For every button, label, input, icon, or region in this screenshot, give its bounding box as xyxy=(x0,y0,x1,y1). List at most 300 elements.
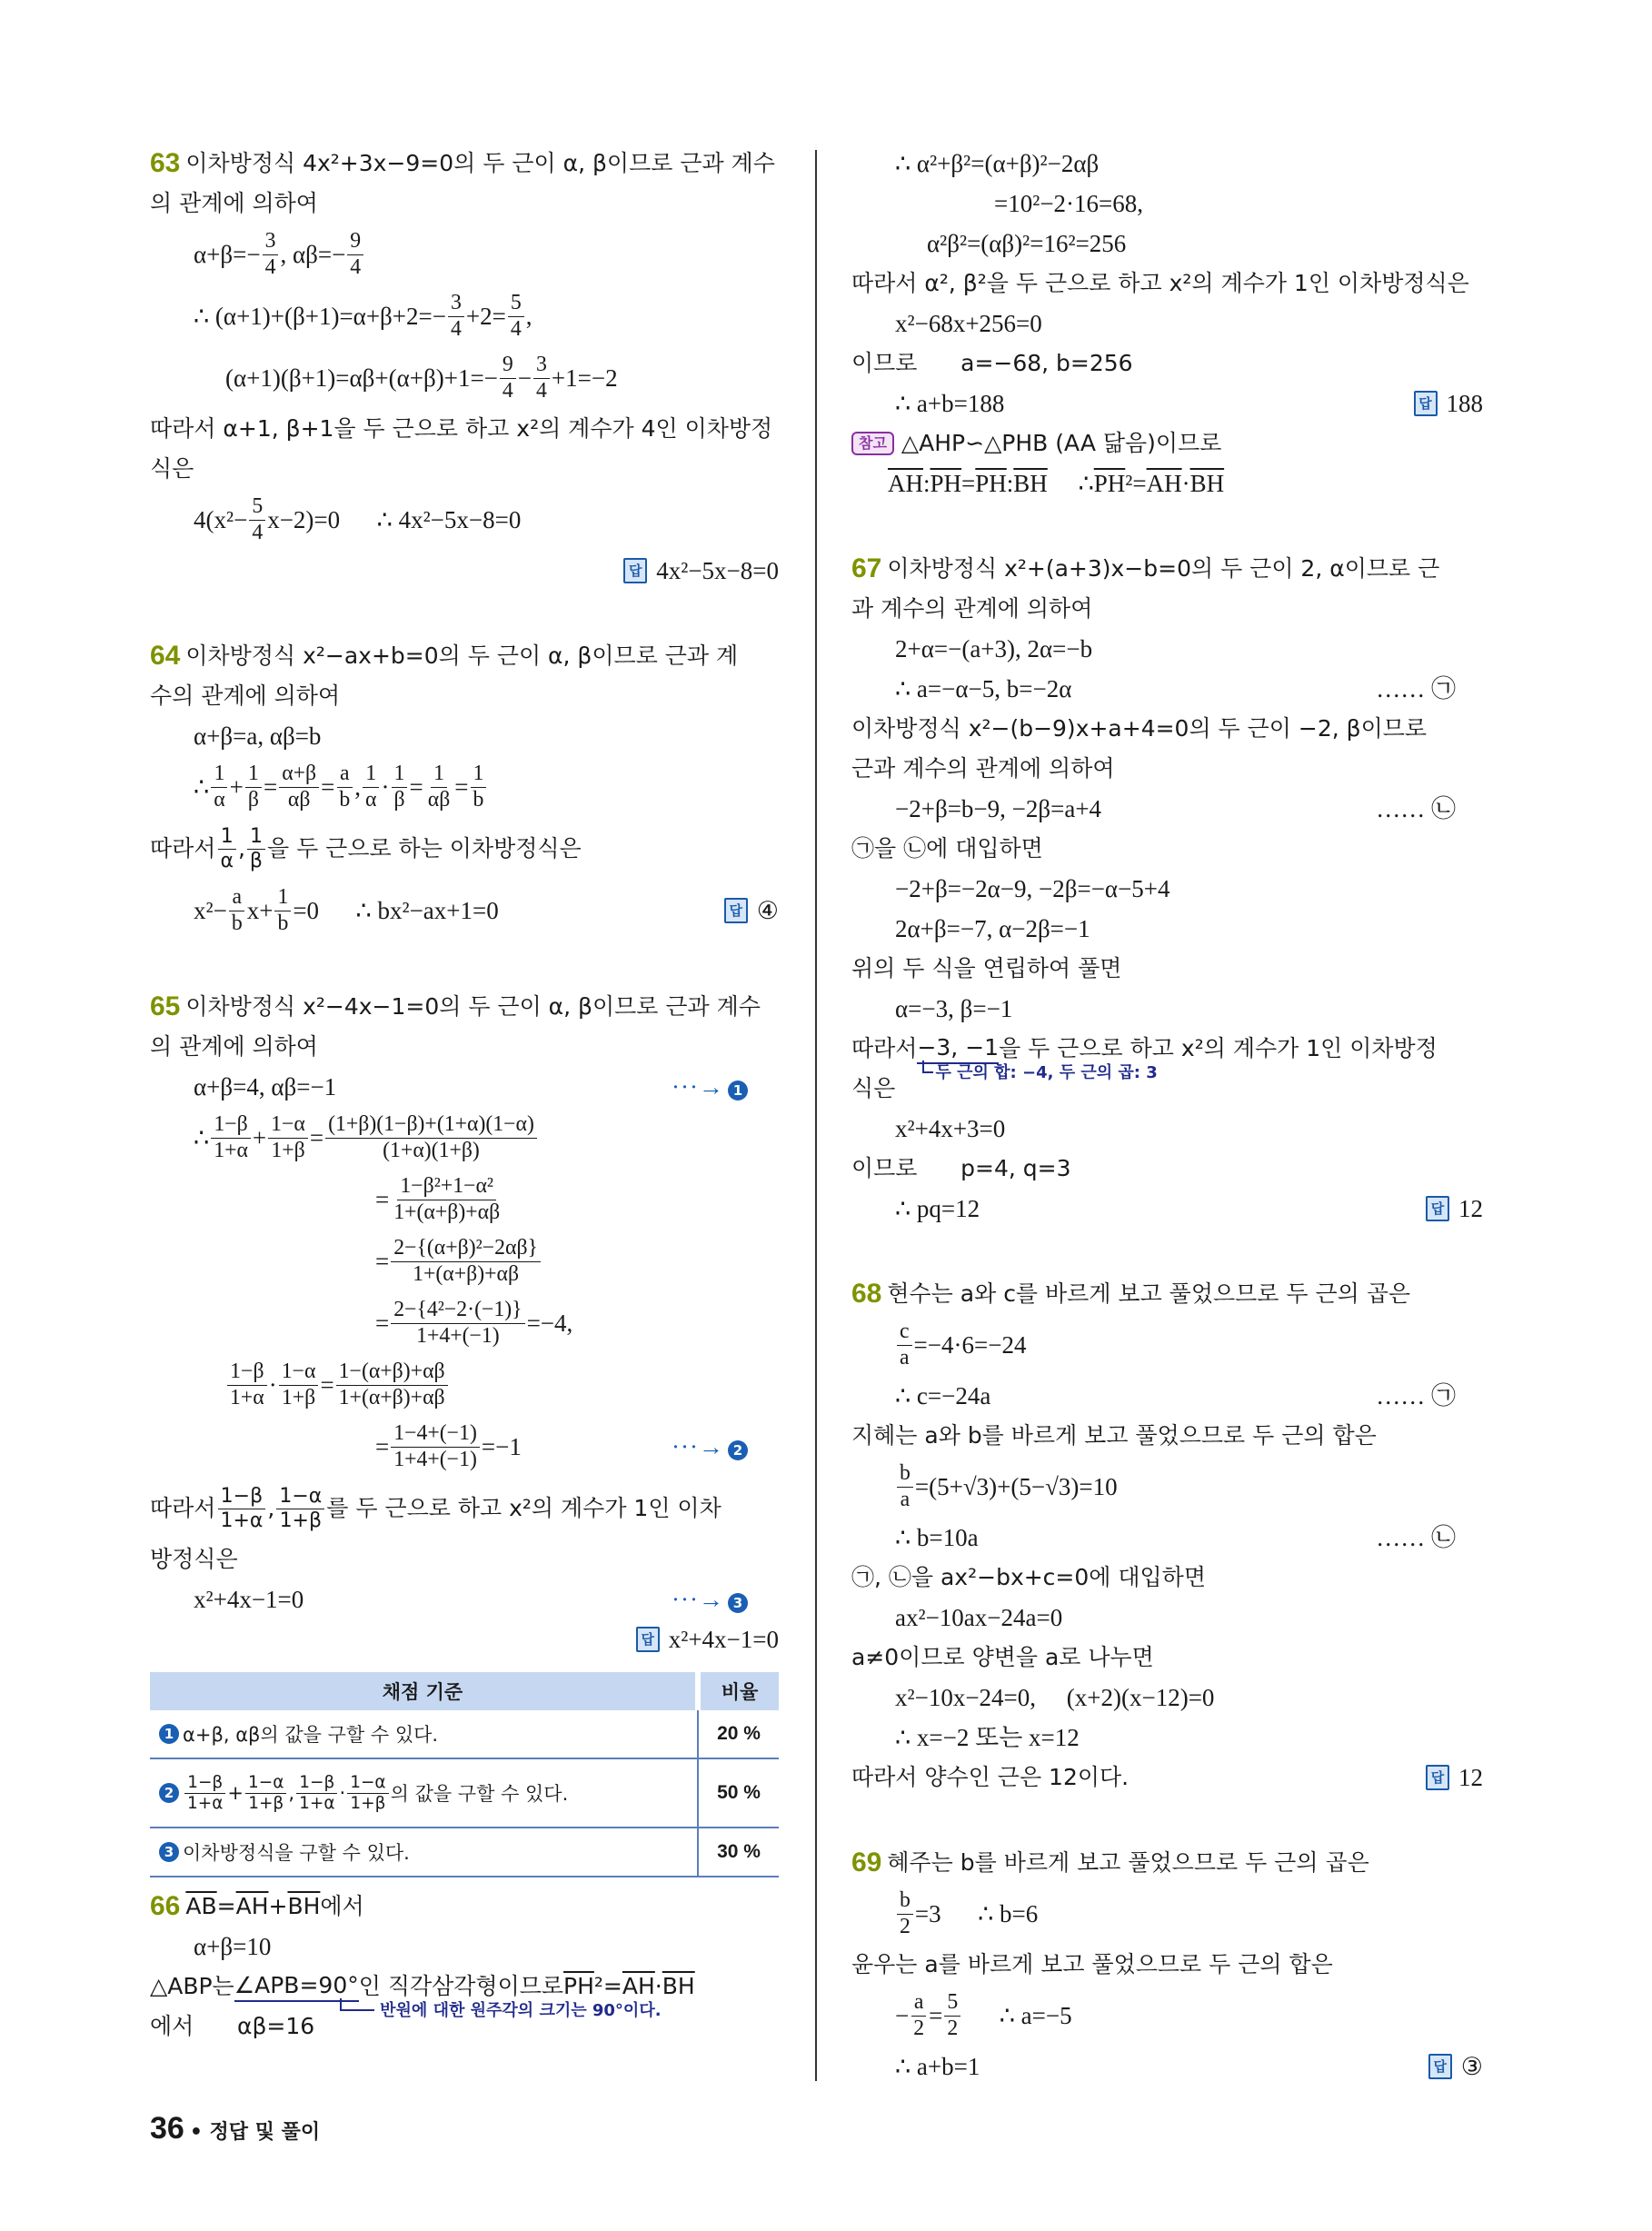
solution-line xyxy=(150,676,779,716)
problem-68 xyxy=(851,1274,1483,1798)
fraction xyxy=(276,1485,324,1532)
text: 2α+β=−7, α−2β=−1 xyxy=(895,915,1090,942)
text: , xyxy=(525,303,532,330)
leader-dots: ···→ xyxy=(672,1073,724,1101)
solution-line xyxy=(150,716,779,756)
denominator: b xyxy=(339,787,351,812)
fraction xyxy=(229,885,245,936)
scoring-row xyxy=(150,1710,779,1758)
line-content xyxy=(150,1967,779,2021)
solution-line xyxy=(851,1945,1483,1985)
text: 이므로 p=4, q=3 xyxy=(851,1155,1071,1181)
numerator: 1−α xyxy=(245,1773,286,1793)
solution-line xyxy=(851,909,1483,949)
answer-value: ③ xyxy=(1460,2053,1483,2080)
fraction xyxy=(227,1360,267,1410)
solution-line xyxy=(851,949,1483,989)
text: −2+β=b−9, −2β=a+4 xyxy=(895,795,1102,822)
solution-line xyxy=(150,551,779,591)
problem-number: 69 xyxy=(851,1848,882,1877)
text: α²β²=(αβ)²=16²=256 xyxy=(927,230,1127,257)
numerator: b xyxy=(897,1461,913,1487)
solution-line xyxy=(150,756,779,818)
numerator: 1−β xyxy=(184,1773,225,1793)
solution-line xyxy=(150,1169,779,1230)
line-content xyxy=(150,987,779,1027)
solution-line xyxy=(150,1292,779,1354)
text: x²−10x−24=0, (x+2)(x−12)=0 xyxy=(895,1684,1215,1711)
solution-line xyxy=(150,449,779,489)
line-content xyxy=(895,1376,990,1416)
text: 따라서 α², β²을 두 근으로 하고 x²의 계수가 1인 이차방정식은 xyxy=(851,270,1469,296)
numerator: 1 xyxy=(431,762,447,787)
solution-line xyxy=(851,1109,1483,1149)
numerator: 9 xyxy=(500,353,516,378)
numerator: c xyxy=(897,1320,912,1345)
text: 수의 관계에 의하여 xyxy=(150,682,341,709)
numerator: 1−(α+β)+αβ xyxy=(336,1360,448,1385)
fraction xyxy=(500,353,516,403)
problem-number: 65 xyxy=(150,991,181,1021)
line-content xyxy=(851,1843,1369,1883)
denominator: 2 xyxy=(913,2016,925,2040)
problem-67 xyxy=(851,549,1483,1229)
solution-line xyxy=(851,1189,1483,1229)
text: 과 계수의 관계에 의하여 xyxy=(851,595,1093,622)
solution-line xyxy=(851,1558,1483,1598)
text: 의 관계에 의하여 xyxy=(150,1033,318,1060)
denominator: α xyxy=(364,787,377,812)
scoring-header-rate: 비율 xyxy=(698,1672,779,1710)
answer-value: x²+4x−1=0 xyxy=(668,1626,779,1653)
numerator: 1 xyxy=(218,825,236,849)
text: =3 ∴ b=6 xyxy=(914,1900,1039,1927)
text: , xyxy=(354,773,361,801)
solution-line xyxy=(851,2047,1483,2087)
line-content xyxy=(851,709,1483,749)
line-content xyxy=(851,1274,1410,1314)
numerator: 9 xyxy=(347,229,363,254)
step-marker-3-icon: 3 xyxy=(159,1842,179,1862)
line-content xyxy=(375,1174,504,1225)
line-content xyxy=(895,1320,1026,1370)
line-content xyxy=(851,1558,1206,1598)
solution-line xyxy=(150,636,779,676)
solution-line xyxy=(851,789,1483,829)
text: − xyxy=(517,364,532,392)
step-marker-1-icon: 1 xyxy=(159,1724,179,1744)
problem-number: 63 xyxy=(150,148,181,178)
annotation-note: 두 근의 합: −4, 두 근의 곱: 3 xyxy=(922,1062,1157,1084)
line-content xyxy=(895,789,1101,829)
text: = xyxy=(409,773,423,801)
segment-label: $\overline{PH}$ xyxy=(975,470,1007,497)
annotation-note: 반원에 대한 원주각의 크기는 90°이다. xyxy=(340,2000,661,2022)
line-content xyxy=(150,449,194,489)
text: △AHP∽△PHB (AA 닮음)이므로 xyxy=(901,430,1222,456)
fraction xyxy=(391,1236,541,1287)
text: ²= xyxy=(1125,470,1147,497)
text: α+β, αβ의 값을 구할 수 있다. xyxy=(183,1724,439,1746)
text: =−1 xyxy=(481,1433,522,1460)
text: =−4·6=−24 xyxy=(913,1331,1027,1359)
scoring-rate: 20 % xyxy=(698,1710,779,1758)
denominator: α xyxy=(220,849,234,872)
text: 식은 xyxy=(150,455,194,482)
line-content xyxy=(895,1189,980,1229)
denominator: α xyxy=(214,787,225,812)
denominator: 1+(α+β)+αβ xyxy=(338,1385,445,1409)
solution-line xyxy=(150,880,779,941)
line-content xyxy=(851,949,1121,989)
problem-number: 64 xyxy=(150,641,181,671)
answer xyxy=(636,1619,779,1659)
text: = xyxy=(216,1893,236,1919)
line-content xyxy=(895,1109,1005,1149)
answer xyxy=(1414,383,1484,423)
solution-line xyxy=(150,489,779,551)
line-content xyxy=(194,1067,336,1107)
solution-line xyxy=(851,423,1483,463)
solution-line xyxy=(150,1027,779,1067)
solution-line xyxy=(851,264,1483,304)
fraction xyxy=(279,1360,319,1410)
text: =−4, xyxy=(526,1310,573,1337)
text: 따라서 양수인 근은 12이다. xyxy=(851,1764,1130,1790)
text: x²−68x+256=0 xyxy=(895,310,1042,337)
numerator: a xyxy=(911,1990,927,2016)
text: 의 관계에 의하여 xyxy=(150,190,318,216)
solution-line xyxy=(851,589,1483,629)
solution-line xyxy=(851,383,1483,423)
fraction xyxy=(944,1990,960,2041)
text: 이차방정식 x²−4x−1=0의 두 근이 α, β이므로 근과 계수 xyxy=(185,993,761,1020)
left-problems-after xyxy=(150,1887,779,2047)
answer-value: 12 xyxy=(1458,1764,1483,1791)
numerator: 1−α xyxy=(347,1773,388,1793)
solution-line xyxy=(851,669,1483,709)
solution-line xyxy=(851,1456,1483,1518)
text: ∴ c=−24a xyxy=(895,1382,991,1409)
text: 2+α=−(a+3), 2α=−b xyxy=(895,635,1093,662)
segment-label: $\overline{BH}$ xyxy=(287,1893,321,1919)
line-content xyxy=(895,2047,980,2087)
text: + xyxy=(227,1782,244,1804)
solution-line xyxy=(851,1638,1483,1678)
denominator: a xyxy=(900,1345,910,1369)
fraction xyxy=(245,1773,286,1813)
denominator: β xyxy=(249,849,263,872)
numerator: 2−{(α+β)²−2αβ} xyxy=(391,1236,541,1261)
fraction xyxy=(296,1773,337,1813)
fraction xyxy=(897,1461,913,1512)
fraction xyxy=(336,762,353,812)
text: a≠0이므로 양변을 a로 나누면 xyxy=(851,1644,1154,1670)
denominator: 1+α xyxy=(214,1138,248,1162)
equation-tag: …… ㉡ xyxy=(1376,1524,1456,1551)
problem-65 xyxy=(150,987,779,1659)
equation-tag: …… ㉠ xyxy=(1376,1382,1456,1409)
solution-line xyxy=(150,184,779,224)
line-content xyxy=(150,1485,779,1532)
fraction xyxy=(279,762,319,812)
text: α+β=a, αβ=b xyxy=(194,722,322,750)
column-divider xyxy=(815,150,817,2081)
denominator: 1+β xyxy=(281,1385,316,1409)
text: 따라서 xyxy=(150,835,216,862)
line-content xyxy=(895,1888,1038,1939)
denominator: 1+β xyxy=(248,1793,284,1813)
text: α+β=− xyxy=(194,241,261,268)
step-marker-1-icon: 1 xyxy=(728,1081,748,1101)
line-content xyxy=(194,229,365,280)
solution-line xyxy=(851,549,1483,589)
numerator: 1−α xyxy=(268,1112,308,1138)
scoring-rate: 30 % xyxy=(698,1828,779,1877)
answer-icon: 답 xyxy=(1428,2054,1452,2079)
answer-icon: 답 xyxy=(1426,1765,1449,1790)
denominator: 4 xyxy=(450,316,462,341)
line-content xyxy=(194,1112,539,1163)
line-content xyxy=(851,1945,1333,1985)
answer-icon: 답 xyxy=(636,1627,660,1652)
fraction xyxy=(391,762,407,812)
numerator: 1−β xyxy=(211,1112,250,1138)
line-content xyxy=(851,423,1221,463)
answer xyxy=(1426,1758,1483,1798)
numerator: 1 xyxy=(211,762,227,787)
fraction xyxy=(471,762,487,812)
denominator: 4 xyxy=(350,254,362,279)
denominator: 2 xyxy=(900,1914,911,1938)
line-content xyxy=(851,264,1469,304)
text: 4(x²− xyxy=(194,506,248,533)
problem-64 xyxy=(150,636,779,941)
line-content xyxy=(194,1579,304,1619)
denominator: αβ xyxy=(287,787,311,812)
text: ∴ xyxy=(1047,470,1094,497)
line-content xyxy=(194,716,321,756)
line-content xyxy=(851,1069,895,1109)
line-content xyxy=(851,1416,1377,1456)
solution-line xyxy=(150,144,779,184)
solution-line xyxy=(851,1274,1483,1314)
denominator: 4 xyxy=(264,254,276,279)
scoring-rate: 50 % xyxy=(698,1758,779,1828)
text: · xyxy=(381,773,390,801)
fraction xyxy=(325,1112,537,1163)
text: =0 ∴ bx²−ax+1=0 xyxy=(293,897,499,924)
fraction xyxy=(249,494,265,545)
denominator: β xyxy=(393,787,405,812)
denominator: 1+α xyxy=(299,1793,335,1813)
answer-value: ④ xyxy=(756,897,779,924)
answer-value: 12 xyxy=(1458,1195,1483,1222)
solution-line xyxy=(851,869,1483,909)
text: ∴ a=−α−5, b=−2α xyxy=(895,675,1072,702)
line-content xyxy=(194,762,488,812)
text: −2+β=−2α−9, −2β=−α−5+4 xyxy=(895,875,1170,902)
line-content xyxy=(851,829,1043,869)
text: : xyxy=(1006,470,1014,497)
solution-line xyxy=(150,1967,779,2021)
solution-line xyxy=(150,409,779,449)
text: ∴ a+b=1 xyxy=(895,2053,980,2080)
line-content xyxy=(895,909,1090,949)
line-content xyxy=(150,1887,364,1927)
line-content xyxy=(225,1360,450,1410)
reference-badge: 참고 xyxy=(851,432,894,455)
text: α=−3, β=−1 xyxy=(895,995,1013,1022)
segment-label: $\overline{BH}$ xyxy=(1189,470,1225,497)
text: α+β=4, αβ=−1 xyxy=(194,1073,337,1101)
text: = xyxy=(375,1433,390,1460)
line-content xyxy=(895,629,1092,669)
line-content xyxy=(895,1990,1072,2041)
denominator: 4 xyxy=(252,520,264,544)
segment-label: $\overline{AH}$ xyxy=(1146,470,1182,497)
text: 따라서 α+1, β+1을 두 근으로 하고 x²의 계수가 4인 이차방정 xyxy=(150,415,773,442)
denominator: 1+α xyxy=(187,1793,224,1813)
solution-line xyxy=(150,1539,779,1579)
text: 이차방정식을 구할 수 있다. xyxy=(183,1842,410,1864)
text: ∴ a=−5 xyxy=(962,2002,1072,2029)
solution-line xyxy=(851,749,1483,789)
denominator: 1+(α+β)+αβ xyxy=(393,1200,501,1224)
line-content xyxy=(851,549,1483,589)
text: △ABP는 xyxy=(150,1973,234,1999)
text: ∴ α²+β²=(α+β)²−2αβ xyxy=(895,150,1100,177)
line-content xyxy=(851,1149,1070,1189)
text: = xyxy=(309,1124,324,1151)
scoring-criterion xyxy=(150,1758,698,1828)
line-content xyxy=(851,1758,1129,1798)
text: ∴ xyxy=(194,1124,210,1151)
text: 따라서 xyxy=(851,1035,918,1061)
text: · xyxy=(654,1973,662,1999)
solution-line xyxy=(150,285,779,347)
text: 에서 xyxy=(320,1893,364,1919)
segment-label: $\overline{PH}$ xyxy=(563,1973,594,1999)
numerator: 5 xyxy=(249,494,265,520)
solution-line xyxy=(150,1887,779,1927)
solution-line xyxy=(150,1107,779,1169)
text: α+β=10 xyxy=(194,1933,272,1960)
page-footer xyxy=(150,2111,320,2146)
solution-line xyxy=(150,987,779,1027)
text: − xyxy=(895,2002,910,2029)
text: ∴ a+b=188 xyxy=(895,390,1005,417)
footer-label: • 정답 및 풀이 xyxy=(189,2121,321,2144)
text: + xyxy=(268,1893,288,1919)
fraction xyxy=(508,291,524,342)
text: 지혜는 a와 b를 바르게 보고 풀었으므로 두 근의 합은 xyxy=(851,1422,1377,1449)
scoring-table xyxy=(150,1672,779,1877)
text: ax²−10ax−24a=0 xyxy=(895,1604,1063,1631)
solution-line xyxy=(851,1843,1483,1883)
text: 현수는 a와 c를 바르게 보고 풀었으므로 두 근의 곱은 xyxy=(887,1280,1411,1307)
text: ㉠, ㉡을 ax²−bx+c=0에 대입하면 xyxy=(851,1564,1206,1590)
solution-line xyxy=(851,1376,1483,1416)
denominator: 2 xyxy=(947,2016,959,2040)
line-content xyxy=(194,291,532,342)
numerator: 1 xyxy=(363,762,379,787)
text: : xyxy=(923,470,930,497)
line-content xyxy=(375,1421,522,1472)
denominator: β xyxy=(247,787,259,812)
line-content xyxy=(375,1236,542,1287)
text: (α+1)(β+1)=αβ+(α+β)+1=− xyxy=(225,364,498,392)
line-content xyxy=(150,1539,238,1579)
fraction xyxy=(245,762,262,812)
text: 이차방정식 x²−(b−9)x+a+4=0의 두 근이 −2, β이므로 xyxy=(851,715,1428,742)
solution-line xyxy=(150,1619,779,1659)
text: =(5+√3)+(5−√3)=10 xyxy=(914,1473,1118,1500)
denominator: b xyxy=(231,911,243,935)
text: 위의 두 식을 연립하여 풀면 xyxy=(851,955,1122,981)
line-content xyxy=(150,1027,318,1067)
step-marker-2-icon: 2 xyxy=(728,1440,748,1460)
solution-line xyxy=(851,1029,1483,1083)
solution-line xyxy=(851,344,1483,383)
answer xyxy=(1426,1189,1483,1229)
solution-line xyxy=(851,463,1483,503)
text: = xyxy=(375,1186,390,1213)
line-content xyxy=(150,676,340,716)
text: x²− xyxy=(194,897,227,924)
answer-value: 188 xyxy=(1446,390,1483,417)
text: 인 직각삼각형이므로 xyxy=(358,1973,564,1999)
step-marker-2-icon: 2 xyxy=(159,1783,179,1803)
text: ²= xyxy=(593,1973,622,1999)
line-content xyxy=(150,825,582,872)
line-content xyxy=(895,1678,1214,1718)
text: = xyxy=(375,1248,390,1275)
line-content xyxy=(375,1298,572,1349)
text: x+ xyxy=(246,897,274,924)
solution-line xyxy=(150,1230,779,1292)
text: , xyxy=(237,835,245,862)
step-marker-3-icon: 3 xyxy=(728,1593,748,1613)
text: = xyxy=(454,773,469,801)
numerator: 1−4+(−1) xyxy=(391,1421,480,1447)
line-content xyxy=(150,2007,314,2047)
line-content xyxy=(225,353,618,403)
denominator: 4 xyxy=(536,378,547,403)
denominator: 1+β xyxy=(279,1509,323,1532)
solution-line xyxy=(851,1883,1483,1945)
segment-label: $\overline{AH}$ xyxy=(235,1893,269,1919)
text: = xyxy=(929,2002,943,2029)
denominator: 1+α xyxy=(220,1509,264,1532)
solution-line xyxy=(150,1354,779,1416)
text: · xyxy=(268,1371,277,1399)
text: 이차방정식 x²+(a+3)x−b=0의 두 근이 2, α이므로 근 xyxy=(887,555,1440,582)
step-marker xyxy=(672,1067,779,1107)
line-content xyxy=(927,224,1126,264)
line-content xyxy=(851,589,1092,629)
segment-label: $\overline{BH}$ xyxy=(662,1973,695,1999)
left-column xyxy=(150,144,779,2047)
solution-line xyxy=(851,1678,1483,1718)
solution-line xyxy=(851,144,1483,184)
numerator: 5 xyxy=(508,291,524,316)
solution-line xyxy=(851,1149,1483,1189)
text: ∴ xyxy=(194,773,210,801)
solution-line xyxy=(150,1416,779,1478)
solution-line xyxy=(150,1478,779,1539)
scoring-row xyxy=(150,1828,779,1877)
